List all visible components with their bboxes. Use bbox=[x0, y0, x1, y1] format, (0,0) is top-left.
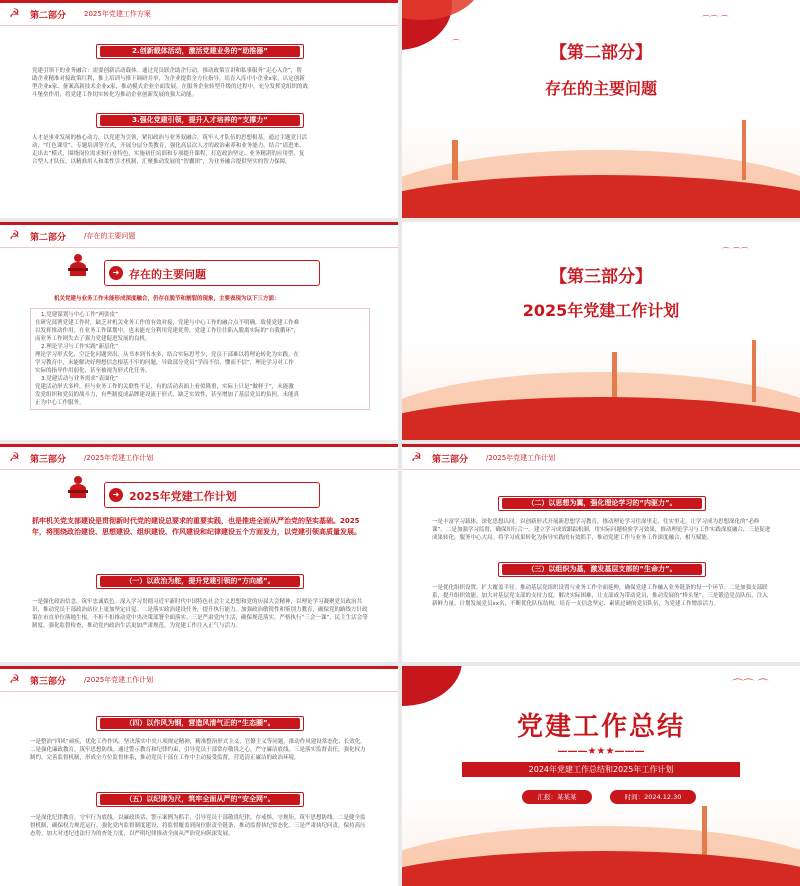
section-pill: 3.强化党建引领，提升人才培养的“支撑力” bbox=[100, 115, 300, 126]
dove-icon: ⌒ bbox=[452, 39, 460, 48]
header-part: 第三部分 bbox=[30, 455, 67, 465]
slide-header bbox=[0, 0, 398, 26]
section-pill: （二）以思想为翼，强化理论学习的“内驱力”。 bbox=[502, 498, 702, 509]
slide-header bbox=[402, 444, 800, 470]
body-text: 一是优化组织设置，扩大覆盖半径。推动基层党组织设置与业务工作全面延伸，确保党建工作融入业务链条的每一个环节。二是加强支部联系，提升组织效能。加大对基层党支部的支持力度，解决实际困难，让支部成为带动党员，推动发展的“桥头堡”。三是锻造党员队伍，注入新鲜力量。计划发展党员xx名，不断优化队伍结构，培育一支信念坚定、素质过硬的党员队伍，为党建工作增添活力。 bbox=[432, 585, 768, 607]
part-label: 【第二部分】 bbox=[550, 43, 652, 63]
slide-2025-plan-2[interactable] bbox=[402, 444, 800, 662]
party-emblem-icon: ☭ bbox=[9, 228, 20, 242]
section-pill: 2.创新载体活动，激活党建业务的“助推器” bbox=[100, 46, 300, 57]
cover-subtitle: 2024年党建工作总结和2025年工作计划 bbox=[462, 762, 740, 777]
header-part: 第三部分 bbox=[432, 455, 469, 465]
dove-icon: ⌒⌒ ⌒ bbox=[702, 15, 729, 24]
section-title: 存在的主要问题 bbox=[129, 268, 206, 281]
dove-icon: ⌒ ⌒⌒ bbox=[722, 247, 749, 256]
party-emblem-icon: ☭ bbox=[9, 450, 20, 464]
header-sub: /2025年党建工作计划 bbox=[84, 676, 154, 684]
speaker-icon bbox=[66, 252, 90, 276]
slide-header bbox=[0, 222, 398, 248]
ribbon-decoration bbox=[402, 397, 800, 440]
header-sub: /2025年党建工作计划 bbox=[84, 454, 154, 462]
section-pill: （三）以组织为基，激发基层支部的“生命力”。 bbox=[502, 564, 702, 575]
section-title: 2025年党建工作计划 bbox=[129, 490, 237, 503]
part-title: 存在的主要问题 bbox=[544, 79, 657, 98]
body-text: 党建引领下的业务融合：需要创新活动载体。通过党员联企助企行动，推动政策宣讲和私事服务“走心入企”，帮 助企业精准对接政策红利，推上培训与推下调研并举，为企业提供全方位指导，培育入库中小企业x家，认定创新 型企业x家、备案高新技术企业x家，推动模式企业全面发展。在服务企业转型升级的过程中，充分发挥党组织的战 斗堡垒作用，将党建工作切实转化为推动企业创新发展的强大动能。 bbox=[32, 68, 309, 98]
header-part: 第三部分 bbox=[30, 677, 67, 687]
date-badge: 时间：2024.12.30 bbox=[610, 790, 696, 804]
slide-header bbox=[0, 444, 398, 470]
body-text: 一是深化纪律教育，守牢行为底线。以廉政谈话、警示案例为抓手，引导党员干部敬畏纪律，存戒惧，守规矩，筑牢思想防线。二是健全监督机制，确保权力规范运行。强化党内监督制度建设，将监督覆盖到岗位职责全链条，推动监督执纪常态化。三是严肃执纪问责，保持高压态势。加大对违纪违法行为的查处力度，以严明纪律推动全面从严治党向纵深发展。 bbox=[30, 815, 366, 837]
slide-summary-cover[interactable] bbox=[402, 666, 800, 886]
body-text: 人才是事业发展的核心动力，以党建为引领，紧扣政治与业务双融合，筑牢人才队伍的思想根基。通过主题党日活 动、“红色课堂”、专题培训等方式，开展分层分类教育，强化高层次人才的政治素养和业务能力。结合“请进来、 走出去”模式，围绕岗位需求和行业特色，实施初任培训和专项提升课程，打造政治坚定、业务精湛的应用型、复 合型人才队伍。以精准用人和柔性引才机制，汇聚推动发展的“智囊团”，为业务融合提供坚实的智力保障。 bbox=[32, 135, 308, 165]
dove-icon: ⌒⌒ ⌒ bbox=[732, 678, 769, 691]
party-emblem-icon: ☭ bbox=[411, 450, 422, 464]
reporter-badge: 汇报：某某某 bbox=[522, 790, 592, 804]
slide-2025-plan-3[interactable] bbox=[0, 666, 398, 886]
corner-decoration bbox=[402, 0, 482, 20]
slide-part3-cover[interactable] bbox=[402, 222, 800, 440]
slide-existing-problems[interactable] bbox=[0, 222, 398, 440]
part-title: 2025年党建工作计划 bbox=[522, 301, 680, 320]
section-pill: （一）以政治为舵，提升党建引领的“方向感”。 bbox=[100, 576, 300, 587]
tower-decoration bbox=[452, 140, 458, 180]
arrow-right-icon: ➜ bbox=[109, 488, 123, 502]
slide-part2-cover[interactable] bbox=[402, 0, 800, 218]
tower-decoration bbox=[612, 352, 617, 402]
header-part: 第二部分 bbox=[30, 233, 67, 243]
star-divider-icon: ———★★★——— bbox=[557, 746, 645, 757]
tower-decoration bbox=[742, 120, 746, 180]
problem-list: 1.党建谋划与中心工作“两张皮” 在研究部署党建工作时，缺乏对机关业务工作的有效对接，党建与中心工作的融合点不明确，致使党建工作难 以发挥推动作用。在业务工作谋划中，也未能充分利用党建优势，党建工作往往陷入脱离实际的“自我循环”， 而业务工作则失去了强力党建促进发展的良机。 2.理论学习与工作实践“新层化” 理论学习形式化、空泛化问题突出，从书本到书本多，结合实际思考少，党员干部难以将理论转化为实践。在 学习教育中，未能解决好理想信念根基不牢的问题，导致部分党员“学而不信，懂而不信”，理论学习对工作 实际的指导作用弱化，甚至被视为形式化任务。 3.党建活动与业务需求“表面化” 党建活动形式多样，但与业务工作的关联性不足，有的活动表面上看似隆重，实际上只是“做样子”，未能激 发党组织和党员的战斗力，有些制度成品牌建设流于形式，缺乏实效性，甚至增加了基层党员的负担，未能真 正为中心工作服务。 bbox=[30, 308, 370, 410]
arrow-right-icon: ➜ bbox=[109, 266, 123, 280]
cover-title: 党建工作总结 bbox=[516, 712, 685, 742]
party-emblem-icon: ☭ bbox=[9, 6, 20, 20]
section-pill: （四）以作风为钢，营造风清气正的“生态圈”。 bbox=[100, 718, 300, 729]
tower-decoration bbox=[752, 340, 756, 402]
body-text: 一是丰富学习载体，深化思想认同。以创新形式开展新思想学习教育，推动理论学习往深里走、往实里走，让学习成为思想深化的“必修课”。二是加强学习监督，确保知行合一。建立学习成效跟踪机制，用实际问题检验学习效果，推动理论学习与工作实践深度融合，三是促进成果转化，服务中心大局。将学习成果转化为指导实践的有效抓手，推动党建工作与业务工作深度融合、相互赋能。 bbox=[432, 519, 771, 541]
party-emblem-icon: ☭ bbox=[9, 672, 20, 686]
header-sub: /2025年党建工作计划 bbox=[486, 454, 556, 462]
body-text: 一是整治“四风”顽疾，优化工作作风。坚决落实中央八项规定精神，精准整治形式主义，官僚主义等问题，推动作风建设常态化，长效化。二是强化廉政教育，筑牢思想防线。通过警示教育和纪律约束，引导党员干部常存敬畏之心，严守廉洁底线。三是落实监督责任，强化权力制约。完善监督机制，形成全方位监督体系，推动党员干部在工作中主动接受监督，营造清正廉洁的政治环境。 bbox=[30, 739, 366, 761]
intro-text: 机关党建与业务工作未能形成深度融合，仍存在脱节和割裂的现象，主要表现为以下三方面： bbox=[54, 296, 280, 302]
header-sub: /存在的主要问题 bbox=[84, 232, 136, 240]
body-text: 一是强化政治信念，筑牢忠诚底色。深入学习贯彻习近平新时代中国特色社会主义思想和党的历届大会精神，以理论学习凝聚党员政治共识，推动党员干部政治站位上更加坚定自觉。二是落实政治建设任务，提升执行能力。加强政治敏锐性和鉴别力教育，确保党的路线方针政策在市直单位落地生根，不折不扣推动党中央决策部署全面落实。三是严肃党内生活，确保规范落实。严格执行“三会一课”、民主生活会等制度，强化监督检查，推动党内政治生活更加严肃规范，为党建工作注入正气与活力。 bbox=[32, 599, 368, 629]
slide-header bbox=[0, 666, 398, 692]
tower-decoration bbox=[702, 806, 707, 856]
corner-decoration bbox=[402, 666, 462, 706]
header-part: 第二部分 bbox=[30, 11, 67, 21]
section-title-box bbox=[104, 260, 320, 286]
header-sub: 2025年党建工作方案 bbox=[84, 10, 151, 18]
section-title-box bbox=[104, 482, 320, 508]
slide-2025-plan-intro[interactable] bbox=[0, 444, 398, 662]
speaker-icon bbox=[66, 474, 90, 498]
lead-text: 抓牢机关党支部建设是贯彻新时代党的建设总要求的重要实践，也是推进全面从严治党的坚实基础。2025年，将围绕政治建设、思想建设、组织建设、作风建设和纪律建设五个方面发力，以党建引领高质量发展。 bbox=[32, 517, 361, 536]
part-label: 【第三部分】 bbox=[550, 267, 652, 287]
ribbon-decoration bbox=[402, 175, 800, 218]
slide-part2-plan[interactable] bbox=[0, 0, 398, 218]
section-pill: （五）以纪律为尺，筑牢全面从严的“安全网”。 bbox=[100, 794, 300, 805]
